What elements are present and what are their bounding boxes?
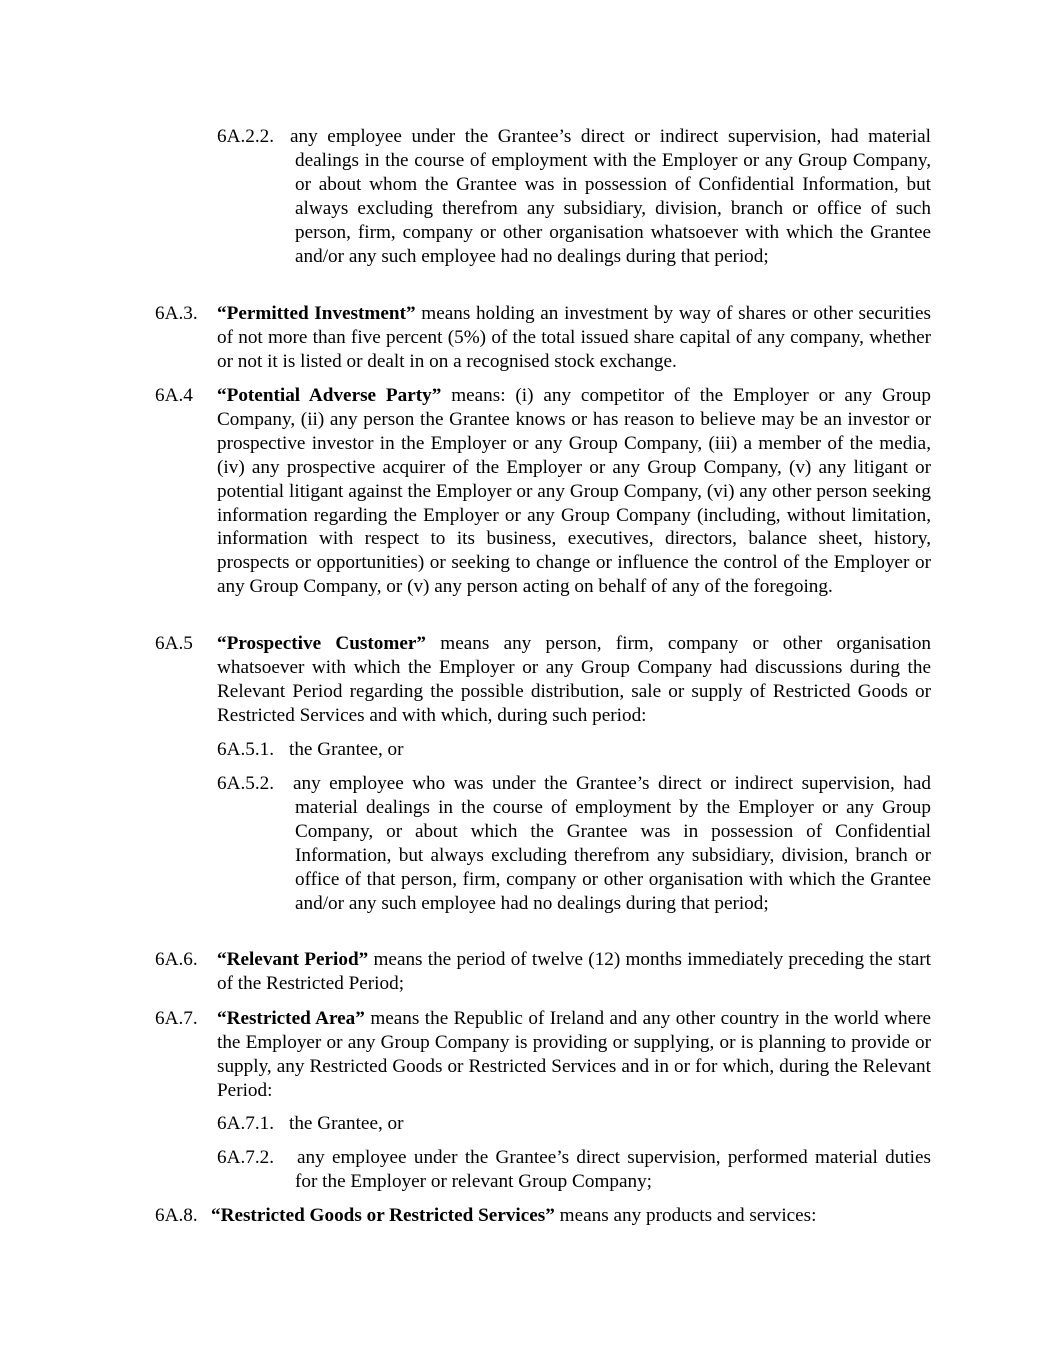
clause-text: means any person, firm, company or other organisation whatsoever with which the Employer or any Group Company had discussions during the Relevant Period regarding the possible distribution, sale or supply of Restricted Goods or Restricted Services and with which, during such period:	[217, 633, 932, 726]
clause-text: any employee who was under the Grantee’s direct or indirect supervision, had material dealings in the course of employment by the Employer or any Group Company, or about which the Grantee was in possession of Confidential Information, but always excluding therefrom any subsidiary, division, branch or office of that person, firm, company or other organisation with which the Grantee and/or any such employee had no dealings during that period;	[293, 773, 931, 914]
clause-6A-5	[217, 632, 931, 728]
clause-6A-5-2	[295, 772, 931, 915]
clause-text: means the Republic of Ireland and any other country in the world where the Employer or any Group Company is providing or supplying, or is planning to provide or supply, any Restricted Goods or Restricted Services and in or for which, during the Relevant Period:	[217, 1008, 932, 1101]
defined-term: “Restricted Goods or Restricted Services”	[211, 1205, 555, 1226]
clause-6A-3	[217, 302, 931, 374]
clause-6A-4	[217, 384, 931, 599]
clause-number: 6A.6.	[155, 949, 198, 970]
clause-6A-2-2	[290, 125, 931, 268]
clause-number: 6A.7.2.	[217, 1147, 275, 1168]
clause-text: means any products and services:	[559, 1205, 817, 1226]
clause-number: 6A.3.	[155, 303, 198, 324]
clause-text: means: (i) any competitor of the Employer or any Group Company, (ii) any person the Grantee knows or has reason to believe may be an investor or prospective investor in the Employer or any Group Company, (iii) a member of the media, (iv) any prospective acquirer of the Employer or any Group Company, (v) any litigant or potential litigant against the Employer or any Group Company, (vi) any other person seeking information regarding the Employer or any Group Company (including, without limitation, information with respect to its business, executives, directors, balance sheet, history, prospects or opportunities) or seeking to change or influence the control of the Employer or any Group Company, or (v) any person acting on behalf of any of the foregoing.	[217, 385, 931, 598]
clause-6A-8	[211, 1204, 931, 1228]
clause-number: 6A.5.2.	[217, 773, 275, 794]
clause-text: means holding an investment by way of shares or other securities of not more than five percent (5%) of the total issued share capital of any company, whether or not it is listed or dealt in on a recognised stock exchange.	[217, 303, 931, 372]
clause-6A-5-1	[289, 738, 931, 762]
clause-number: 6A.7.1.	[217, 1113, 275, 1134]
clause-number: 6A.5.1.	[217, 739, 275, 760]
defined-term: “Permitted Investment”	[217, 303, 416, 324]
defined-term: “Prospective Customer”	[217, 633, 426, 654]
clause-text: the Grantee, or	[289, 739, 404, 760]
clause-6A-7-2	[295, 1146, 931, 1194]
clause-number: 6A.4	[155, 385, 193, 406]
clause-number: 6A.2.2.	[217, 126, 275, 147]
clause-6A-6	[217, 948, 931, 996]
clause-text: the Grantee, or	[289, 1113, 404, 1134]
defined-term: “Relevant Period”	[217, 949, 369, 970]
clause-number: 6A.5	[155, 633, 193, 654]
clause-6A-7	[217, 1007, 931, 1103]
clause-text: any employee under the Grantee’s direct or indirect supervision, had material dealings in the course of employment with the Employer or any Group Company, or about whom the Grantee was in possession of Confidential Information, but always excluding therefrom any subsidiary, division, branch or office of such person, firm, company or other organisation whatsoever with which the Grantee and/or any such employee had no dealings during that period;	[290, 126, 931, 267]
defined-term: “Restricted Area”	[217, 1008, 365, 1029]
clause-text: means the period of twelve (12) months immediately preceding the start of the Restricted Period;	[217, 949, 932, 994]
defined-term: “Potential Adverse Party”	[217, 385, 442, 406]
clause-text: any employee under the Grantee’s direct supervision, performed material duties for the Employer or relevant Group Company;	[295, 1147, 931, 1192]
clause-number: 6A.7.	[155, 1008, 198, 1029]
clause-number: 6A.8.	[155, 1205, 198, 1226]
clause-6A-7-1	[289, 1112, 931, 1136]
